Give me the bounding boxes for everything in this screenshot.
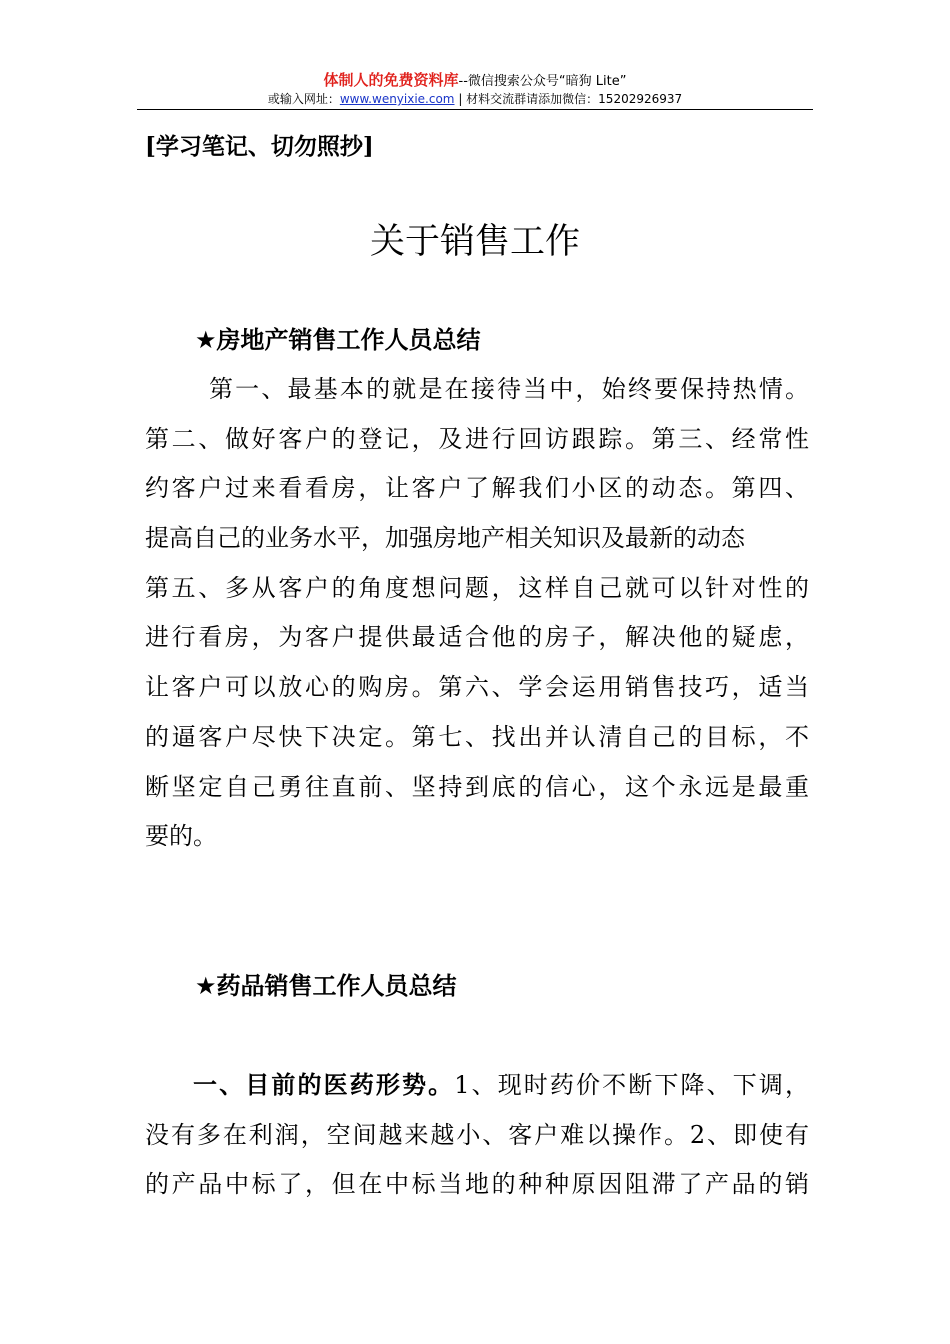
- paragraph-line: 断坚定自己勇往直前、坚持到底的信心，这个永远是最重: [145, 772, 809, 801]
- paragraph-line: 第一、最基本的就是在接待当中，始终要保持热情。: [209, 375, 809, 403]
- paragraph-line: 让客户可以放心的购房。第六、学会运用销售技巧，适当: [145, 673, 809, 702]
- paragraph-line: 第二、做好客户的登记，及进行回访跟踪。第三、经常性: [145, 424, 809, 453]
- paragraph-line: 提高自己的业务水平，加强房地产相关知识及最新的动态: [145, 524, 745, 553]
- section-2-paragraph: [145, 1061, 809, 1210]
- page-header: [137, 70, 813, 108]
- header-url-link[interactable]: www.wenyixie.com: [339, 92, 455, 106]
- section-2-lead: 一、目前的医药形势。: [193, 1071, 455, 1099]
- section-1-heading: ★房地产销售工作人员总结: [195, 326, 481, 354]
- paragraph-line: 约客户过来看看房，让客户了解我们小区的动态。第四、: [145, 474, 809, 503]
- paragraph-line: [145, 1061, 809, 1111]
- section-2-heading: ★药品销售工作人员总结: [195, 972, 457, 1000]
- paragraph-line: 的逼客户尽快下决定。第七、找出并认清自己的目标，不: [145, 722, 809, 751]
- section-2-first-line-text: 1、现时药价不断下降、下调，: [454, 1071, 809, 1099]
- header-line-2: [137, 90, 813, 108]
- paragraph-line: 没有多在利润，空间越来越小、客户难以操作。2、即使有: [145, 1120, 809, 1149]
- section-1-paragraph: [145, 365, 809, 862]
- header-divider: [137, 109, 813, 110]
- study-note-label: [学习笔记、切勿照抄]: [145, 133, 374, 160]
- document-title: 关于销售工作: [369, 222, 580, 262]
- paragraph-line: 的产品中标了，但在中标当地的种种原因阻滞了产品的销: [145, 1170, 809, 1199]
- paragraph-line: 要的。: [145, 822, 217, 851]
- paragraph-line: 进行看房，为客户提供最适合他的房子，解决他的疑虑，: [145, 623, 809, 652]
- header-url-prefix: 或输入网址：: [267, 92, 340, 106]
- header-line-1: [137, 70, 813, 90]
- header-contact: | 材料交流群请添加微信：15202926937: [454, 92, 683, 106]
- header-brand: 体制人的免费资料库: [323, 71, 459, 89]
- paragraph-line: 第五、多从客户的角度想问题，这样自己就可以针对性的: [145, 573, 809, 602]
- header-tagline: --微信搜索公众号“暗狗 Lite”: [458, 74, 627, 89]
